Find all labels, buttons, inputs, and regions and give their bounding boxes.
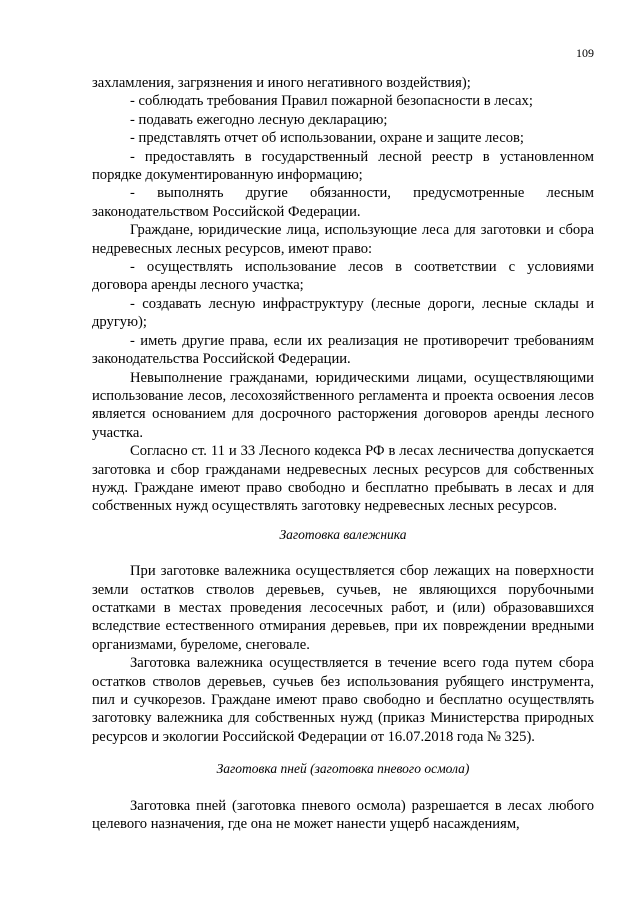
list-item: - иметь другие права, если их реализация не противоречит требованиям законодательства Российской Федерации. — [92, 332, 594, 368]
paragraph: Заготовка валежника осуществляется в течение всего года путем сбора остатков стволов деревьев, сучьев без использования рубящего инструмента, пил и сучкорезов. Граждане имеют право свободно и бесплатно осуществлять заготовку валежника для собственных нужд (приказ Министерства природных ресурсов и экологии Российской Федерации от 16.07.2018 года № 325). — [92, 655, 594, 745]
section-heading-stumps: Заготовка пней (заготовка пневого осмола) — [216, 761, 470, 777]
list-item: - выполнять другие обязанности, предусмотренные лесным законодательством Российской Федерации. — [92, 185, 594, 220]
list-item: - представлять отчет об использовании, охране и защите лесов; — [130, 130, 524, 147]
list-item: - создавать лесную инфраструктуру (лесные дороги, лесные склады и другую); — [92, 295, 594, 331]
paragraph: Невыполнение гражданами, юридическими лицами, осуществляющими использование лесов, лесохозяйственного регламента и проекта освоения лесов является основанием для досрочного расторжения договоров аренды лесного участка. — [92, 369, 594, 441]
list-item: - подавать ежегодно лесную декларацию; — [130, 111, 388, 128]
paragraph: захламления, загрязнения и иного негативного воздействия); — [92, 75, 471, 91]
document-body — [92, 74, 594, 833]
list-item: - осуществлять использование лесов в соответствии с условиями договора аренды лесного участка; — [92, 259, 594, 294]
paragraph: Заготовка пней (заготовка пневого осмола) разрешается в лесах любого целевого назначения, где она не может нанести ущерб насаждениям, — [92, 797, 594, 833]
paragraph: При заготовке валежника осуществляется сбор лежащих на поверхности земли остатков стволов деревьев, сучьев, не являющихся порубочными остатками в местах проведения лесосечных работ, и (или) образовавшихся вследствие естественного отмирания деревьев, при их повреждении вредными организмами, буреломе, снеговале. — [92, 563, 594, 653]
paragraph: Граждане, юридические лица, использующие леса для заготовки и сбора недревесных лесных ресурсов, имеют право: — [92, 222, 594, 257]
list-item: - предоставлять в государственный лесной реестр в установленном порядке документированную информацию; — [92, 148, 594, 184]
paragraph: Согласно ст. 11 и 33 Лесного кодекса РФ в лесах лесничества допускается заготовка и сбор гражданами недревесных лесных ресурсов для собственных нужд. Граждане имеют право свободно и бесплатно пребывать в лесах и для собственных нужд осуществлять заготовку недревесных лесных ресурсов. — [92, 443, 594, 515]
section-heading-deadwood: Заготовка валежника — [279, 526, 407, 542]
list-item: - соблюдать требования Правил пожарной безопасности в лесах; — [130, 93, 533, 110]
page-number: 109 — [576, 46, 594, 60]
